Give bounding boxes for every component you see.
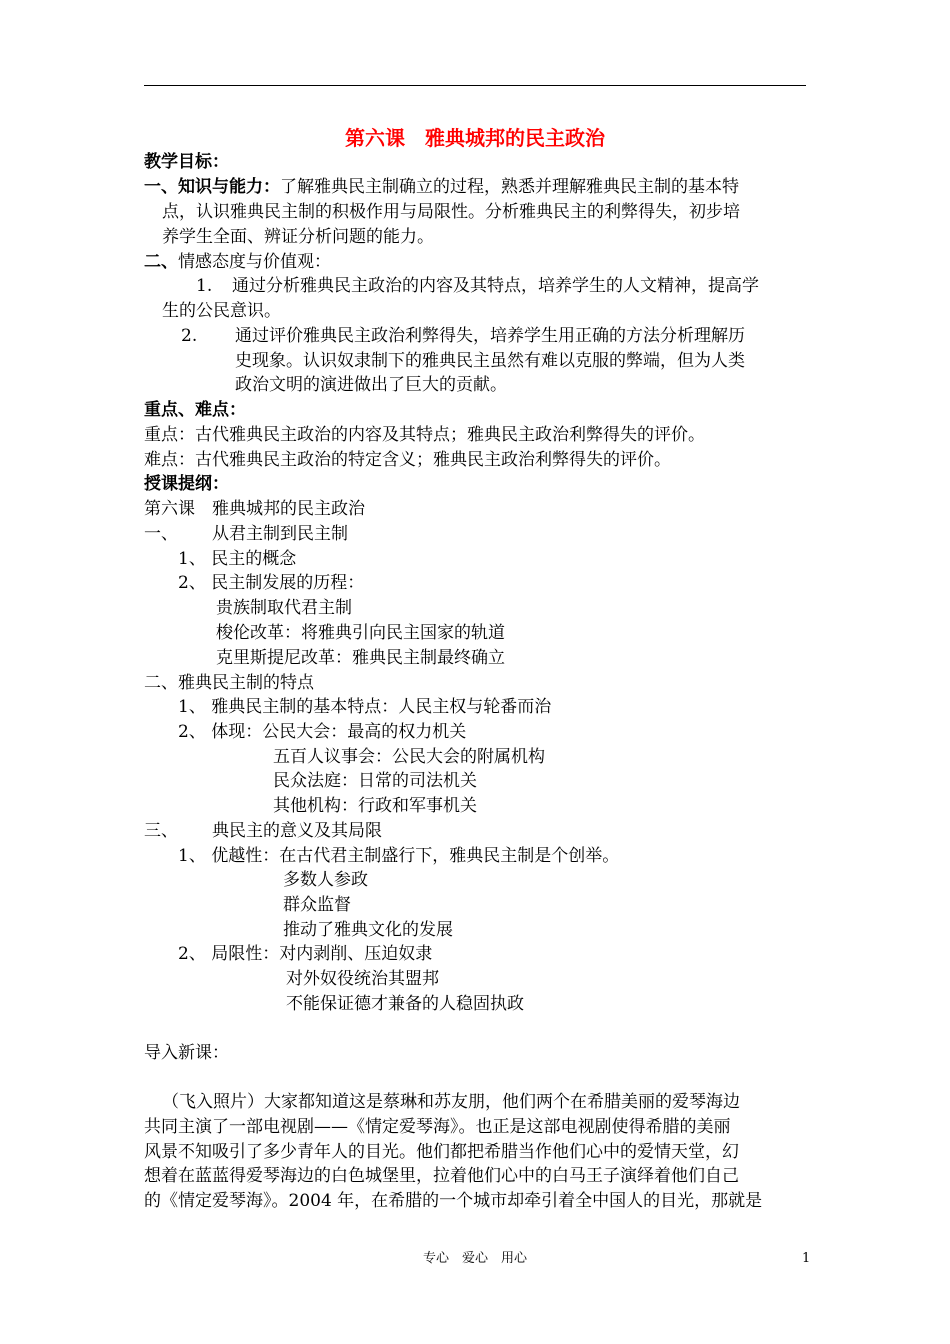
objective1-line-3: 养学生全面、辨证分析问题的能力。 <box>162 227 434 247</box>
objective2-item1-number: 1. <box>196 276 213 296</box>
intro-paragraph-line: 风景不知吸引了多少青年人的目光。他们都把希腊当作他们心中的爱情天堂，幻 <box>144 1142 739 1162</box>
objective1-line-1: 了解雅典民主制确立的过程，熟悉并理解雅典民主制的基本特 <box>280 177 739 197</box>
objective1-label: 一、知识与能力： <box>144 177 280 197</box>
outline-section3-title: 典民主的意义及其局限 <box>212 821 382 841</box>
intro-paragraph-line: 共同主演了一部电视剧——《情定爱琴海》。也正是这部电视剧使得希腊的美丽 <box>144 1117 731 1137</box>
outline-section1-sub: 梭伦改革：将雅典引向民主国家的轨道 <box>216 623 505 643</box>
objective2-item2-line-2: 史现象。认识奴隶制下的雅典民主虽然有难以克服的弊端，但为人类 <box>235 351 745 371</box>
objective2-item2-number: 2. <box>181 326 198 346</box>
objective2-label: 二、 <box>144 252 178 272</box>
intro-heading: 导入新课： <box>144 1043 229 1063</box>
key-point: 重点：古代雅典民主政治的内容及其特点；雅典民主政治利弊得失的评价。 <box>144 425 705 445</box>
difficult-point: 难点：古代雅典民主政治的特定含义；雅典民主政治利弊得失的评价。 <box>144 450 671 470</box>
objective2-text: 情感态度与价值观： <box>178 252 331 272</box>
outline-section3-number: 三、 <box>144 821 178 841</box>
objective2-item2-line-3: 政治文明的演进做出了巨大的贡献。 <box>235 375 507 395</box>
outline-section2-item1: 1、 雅典民主制的基本特点：人民主权与轮番而治 <box>178 697 552 717</box>
outline-section2-title: 二、雅典民主制的特点 <box>144 673 314 693</box>
outline-section1-number: 一、 <box>144 524 178 544</box>
outline-section3-item2: 2、 局限性：对内剥削、压迫奴隶 <box>178 944 433 964</box>
outline-section1-sub: 克里斯提尼改革：雅典民主制最终确立 <box>216 648 505 668</box>
objective2-item1-line-2: 生的公民意识。 <box>162 301 281 321</box>
outline-section1-sub: 贵族制取代君主制 <box>216 598 352 618</box>
outline-lesson-title: 第六课 雅典城邦的民主政治 <box>144 499 365 519</box>
outline-section1-title: 从君主制到民主制 <box>212 524 348 544</box>
outline-section1-item1: 1、 民主的概念 <box>178 549 297 569</box>
outline-section3-item1-sub: 多数人参政 <box>283 870 368 890</box>
outline-section3-item2-sub: 对外奴役统治其盟邦 <box>286 969 439 989</box>
outline-section2-sub: 其他机构：行政和军事机关 <box>273 796 477 816</box>
objective1-line-2: 点，认识雅典民主制的积极作用与局限性。分析雅典民主的利弊得失，初步培 <box>162 202 740 222</box>
outline-section3-item1: 1、 优越性：在古代君主制盛行下，雅典民主制是个创举。 <box>178 846 620 866</box>
key-points-heading: 重点、难点： <box>144 400 246 420</box>
intro-paragraph-line: 想着在蓝蓝得爱琴海边的白色城堡里，拉着他们心中的白马王子演绎着他们自己 <box>144 1166 739 1186</box>
outline-section2-sub: 民众法庭：日常的司法机关 <box>273 771 477 791</box>
page-number: 1 <box>802 1251 811 1266</box>
intro-paragraph-line: 的《情定爱琴海》。2004 年，在希腊的一个城市却牵引着全中国人的目光，那就是 <box>144 1191 763 1211</box>
objective2-item2-line-1: 通过评价雅典民主政治利弊得失，培养学生用正确的方法分析理解历 <box>235 326 745 346</box>
page-title: 第六课 雅典城邦的民主政治 <box>345 126 605 150</box>
outline-section2-sub: 五百人议事会：公民大会的附属机构 <box>273 747 545 767</box>
header-rule <box>144 85 806 86</box>
objectives-heading: 教学目标： <box>144 152 229 172</box>
outline-section1-item2: 2、 民主制发展的历程： <box>178 573 365 593</box>
objective2-item1-line-1: 通过分析雅典民主政治的内容及其特点，培养学生的人文精神，提高学 <box>232 276 759 296</box>
intro-paragraph-line: （飞入照片）大家都知道这是蔡琳和苏友朋，他们两个在希腊美丽的爱琴海边 <box>162 1092 740 1112</box>
outline-section3-item1-sub: 群众监督 <box>283 895 351 915</box>
outline-section2-item2: 2、 体现：公民大会：最高的权力机关 <box>178 722 467 742</box>
outline-section3-item1-sub: 推动了雅典文化的发展 <box>283 920 453 940</box>
outline-section3-item2-sub: 不能保证德才兼备的人稳固执政 <box>286 994 524 1014</box>
outline-heading: 授课提纲： <box>144 474 229 494</box>
footer-motto: 专心 爱心 用心 <box>422 1251 527 1266</box>
